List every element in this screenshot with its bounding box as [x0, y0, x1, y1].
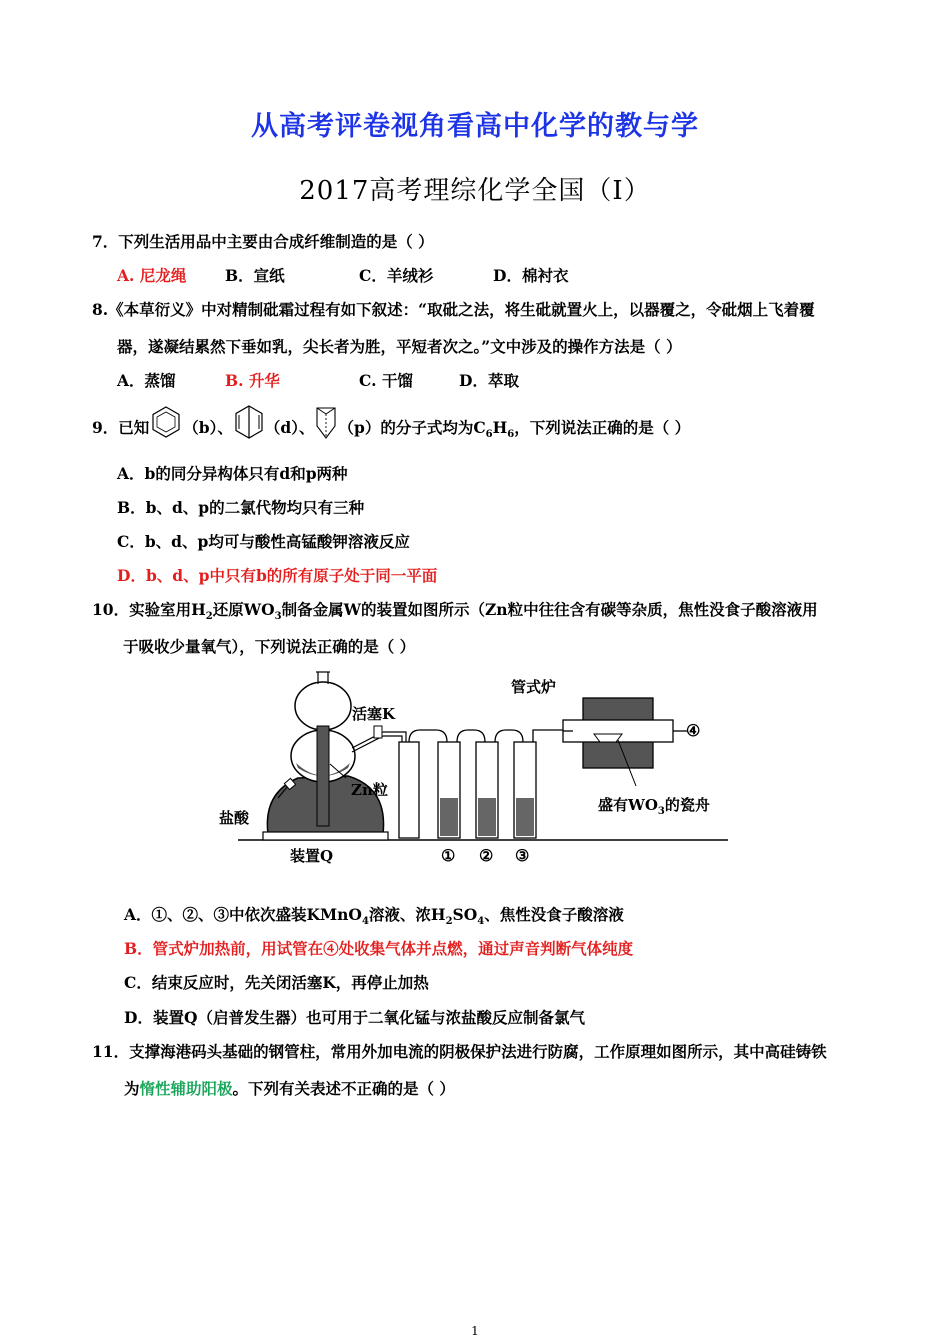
q9-label-p: （p）的分子式均为C [338, 418, 486, 437]
q10-stem-line2: 于吸收少量氧气），下列说法正确的是（ ） [123, 637, 416, 656]
q10-option-b: B．管式炉加热前，用试管在④处收集气体并点燃，通过声音判断气体纯度 [124, 939, 634, 958]
q10a-text2: 溶液、浓H [368, 905, 446, 924]
label-porcelain-boat [598, 795, 710, 822]
hydrogen-reduction-apparatus-diagram [218, 668, 738, 870]
q10-option-a [124, 905, 624, 932]
q7-option-b: B．宣纸 [225, 266, 285, 285]
q9-stem [92, 418, 690, 445]
label-boat-text2: 的瓷舟 [664, 796, 710, 814]
q9-option-a: A．b的同分异构体只有d和p两种 [117, 464, 348, 483]
document-title: 从高考评卷视角看高中化学的教与学 [251, 111, 699, 142]
q9-option-d: D．b、d、p中只有b的所有原子处于同一平面 [117, 566, 438, 585]
q11-stem-line2 [124, 1079, 455, 1099]
q11-text-b: 。下列有关表述不正确的是（ ） [232, 1079, 455, 1098]
label-bottle-2: ② [479, 846, 494, 865]
q10-text-c: 制备金属W的装置如图所示（Zn粒中往往含有碳等杂质，焦性没食子酸溶液用 [281, 600, 818, 619]
q9-sub-2: 6 [507, 429, 515, 441]
q8-option-d: D．萃取 [459, 371, 519, 390]
q8-stem-line2: 器，遂凝结累然下垂如乳，尖长者为胜，平短者次之。”文中涉及的操作方法是（ ） [117, 337, 682, 356]
label-device-q: 装置Q [290, 847, 334, 865]
label-zn-granules: Zn粒 [351, 781, 388, 799]
q9-label-b: （b）、 [183, 418, 233, 437]
q9-h: H [492, 418, 508, 437]
q7-option-d: D．棉衬衣 [493, 266, 569, 285]
q7-option-c: C．羊绒衫 [359, 266, 434, 285]
q8-option-b: B. 升华 [225, 371, 280, 390]
q10a-text3: SO [452, 905, 478, 924]
q9-option-b: B．b、d、p的二氯代物均只有三种 [117, 498, 365, 517]
q8-option-a: A．蒸馏 [117, 371, 176, 390]
label-boat-sub: 3 [657, 806, 665, 817]
q9-sub-1: 6 [485, 429, 493, 441]
q10a-text4: 、焦性没食子酸溶液 [484, 905, 624, 924]
benzene-structure-icon [149, 405, 183, 439]
q10-sub-2: 3 [274, 611, 282, 623]
q8-stem-line1: 8.《本草衍义》中对精制砒霜过程有如下叙述：“取砒之法，将生砒就置火上，以器覆之，令砒烟上飞着覆 [92, 300, 815, 319]
q10a-sub3: 4 [477, 916, 485, 928]
q10-option-d: D．装置Q（启普发生器）也可用于二氧化锰与浓盐酸反应制备氯气 [124, 1008, 585, 1027]
label-stopcock-k: 活塞K [352, 705, 396, 723]
q10-sub-1: 2 [205, 611, 213, 623]
q10-text-b: 还原WO [212, 600, 275, 619]
q11-stem-line1: 11．支撑海港码头基础的钢管柱，常用外加电流的阴极保护法进行防腐，工作原理如图所示，其中高硅铸铁 [92, 1042, 827, 1061]
q11-highlight: 惰性辅助阳极 [139, 1079, 233, 1098]
q8-option-c: C. 干馏 [359, 371, 413, 390]
label-hydrochloric-acid: 盐酸 [219, 809, 250, 827]
q10-stem-line1 [92, 600, 818, 627]
q7-stem: 7．下列生活用品中主要由合成纤维制造的是（ ） [92, 232, 434, 251]
page-number: 1 [471, 1324, 479, 1338]
q9-label-d: （d）、 [264, 418, 315, 437]
label-tube-furnace: 管式炉 [511, 678, 557, 696]
q10-text-a: 10．实验室用H [92, 600, 206, 619]
q10a-text1: A．①、②、③中依次盛装KMnO [124, 905, 362, 924]
label-bottle-3: ③ [515, 846, 530, 865]
q10a-sub2: 2 [445, 916, 453, 928]
exam-subtitle: 2017高考理综化学全国（I） [299, 176, 651, 206]
q11-text-a: 为 [124, 1079, 140, 1098]
q10-option-c: C．结束反应时，先关闭活塞K，再停止加热 [124, 973, 429, 992]
prismane-structure-icon [314, 404, 338, 440]
dewar-benzene-structure-icon [233, 404, 265, 440]
label-boat-text: 盛有WO [598, 796, 658, 814]
q7-option-a: A. 尼龙绳 [117, 266, 187, 285]
q10a-sub1: 4 [361, 916, 369, 928]
q9-stem-prefix: 9．已知 [92, 418, 150, 437]
q9-option-c: C．b、d、p均可与酸性高锰酸钾溶液反应 [117, 532, 410, 551]
label-bottle-1: ① [441, 846, 456, 865]
label-outlet-4: ④ [686, 721, 701, 740]
q9-stem-suffix: ，下列说法正确的是（ ） [514, 418, 691, 437]
